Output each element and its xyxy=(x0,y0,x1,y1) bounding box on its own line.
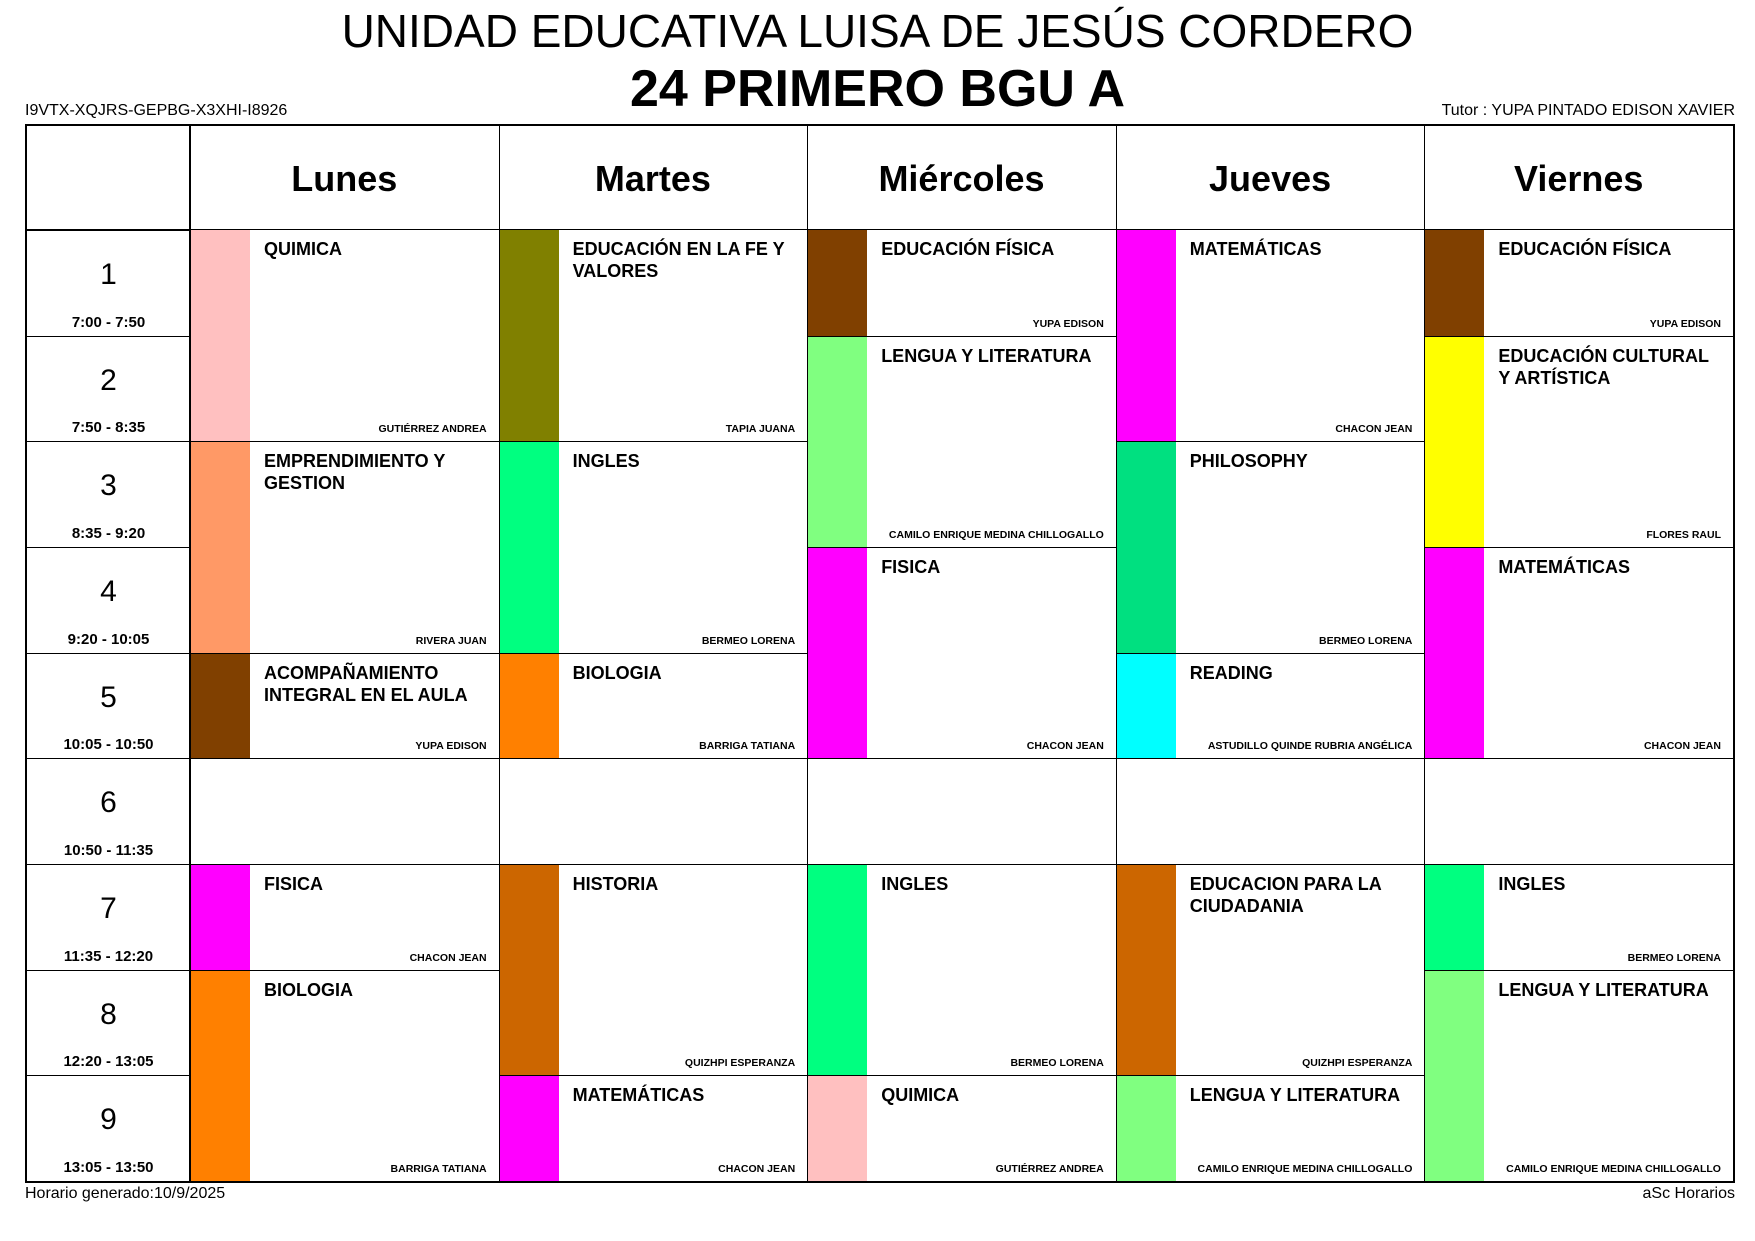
teacher-name: RIVERA JUAN xyxy=(415,634,487,647)
lesson-block[interactable] xyxy=(1424,970,1733,1181)
day-column-divider xyxy=(807,126,808,1181)
period-label xyxy=(27,864,190,970)
teacher-name: BERMEO LORENA xyxy=(1627,951,1721,964)
teacher-name: CHACON JEAN xyxy=(1026,740,1104,753)
teacher-name: GUTIÉRREZ ANDREA xyxy=(378,423,487,436)
subject-color-swatch xyxy=(807,548,867,758)
class-title: 24 PRIMERO BGU A xyxy=(629,60,1126,118)
teacher-name: CAMILO ENRIQUE MEDINA CHILLOGALLO xyxy=(1197,1162,1413,1175)
teacher-name: CHACON JEAN xyxy=(718,1162,796,1175)
subject-color-swatch xyxy=(807,1076,867,1181)
period-label xyxy=(27,336,190,442)
subject-color-swatch xyxy=(1424,548,1484,758)
subject-color-swatch xyxy=(807,337,867,547)
period-label xyxy=(27,1075,190,1181)
teacher-name: BARRIGA TATIANA xyxy=(390,1162,487,1175)
subject-name: EDUCACIÓN EN LA FE Y VALORES xyxy=(572,239,785,281)
label-column-divider xyxy=(189,126,191,1181)
subject-name: EDUCACIÓN CULTURAL Y ARTÍSTICA xyxy=(1498,345,1709,388)
subject-color-swatch xyxy=(807,230,867,336)
teacher-name: QUIZHPI ESPERANZA xyxy=(684,1057,796,1070)
subject-color-swatch xyxy=(499,230,559,441)
subject-color-swatch xyxy=(190,971,250,1181)
teacher-name: QUIZHPI ESPERANZA xyxy=(1302,1057,1413,1070)
row-divider xyxy=(27,758,1733,759)
subject-name: FISICA xyxy=(264,874,324,894)
lesson-block[interactable] xyxy=(190,230,499,441)
teacher-name: BERMEO LORENA xyxy=(1010,1057,1104,1070)
subject-name: LENGUA Y LITERATURA xyxy=(881,345,1092,366)
lesson-block[interactable] xyxy=(1116,230,1425,441)
lesson-block[interactable] xyxy=(190,653,499,759)
subject-color-swatch xyxy=(1116,230,1176,441)
period-time: 7:50 - 8:35 xyxy=(71,419,146,437)
period-number: 5 xyxy=(100,680,117,714)
subject-color-swatch xyxy=(499,654,559,759)
period-time: 10:50 - 11:35 xyxy=(63,841,154,859)
period-time: 8:35 - 9:20 xyxy=(71,524,146,542)
period-label xyxy=(27,970,190,1076)
period-time: 11:35 - 12:20 xyxy=(63,947,154,965)
teacher-name: TAPIA JUANA xyxy=(725,423,796,436)
teacher-name: YUPA EDISON xyxy=(1649,317,1721,330)
teacher-name: CHACON JEAN xyxy=(409,951,487,964)
lesson-block[interactable] xyxy=(807,336,1116,547)
generated-date: Horario generado:10/9/2025 xyxy=(25,1185,226,1202)
subject-color-swatch xyxy=(499,865,559,1075)
lesson-block[interactable] xyxy=(1424,230,1733,336)
teacher-name: ASTUDILLO QUINDE RUBRIA ANGÉLICA xyxy=(1207,740,1413,753)
period-time: 7:00 - 7:50 xyxy=(71,313,146,331)
subject-color-swatch xyxy=(1424,337,1484,547)
tutor-label: Tutor : YUPA PINTADO EDISON XAVIER xyxy=(1441,102,1735,119)
day-header-2: Miércoles xyxy=(878,158,1045,199)
teacher-name: BERMEO LORENA xyxy=(701,634,796,647)
lesson-block[interactable] xyxy=(1424,547,1733,758)
subject-color-swatch xyxy=(1424,230,1484,336)
subject-name: EDUCACIÓN FÍSICA xyxy=(881,239,1055,259)
lesson-block[interactable] xyxy=(1424,336,1733,547)
teacher-name: YUPA EDISON xyxy=(1032,317,1104,330)
period-label xyxy=(27,230,190,336)
lesson-block[interactable] xyxy=(1116,864,1425,1075)
teacher-name: BERMEO LORENA xyxy=(1319,634,1413,647)
subject-color-swatch xyxy=(1116,654,1176,759)
period-label xyxy=(27,758,190,864)
day-header-1: Martes xyxy=(594,158,711,199)
period-number: 6 xyxy=(100,786,117,820)
lesson-block[interactable] xyxy=(807,1075,1116,1181)
subject-name: QUIMICA xyxy=(264,239,342,259)
subject-name: LENGUA Y LITERATURA xyxy=(1189,1085,1401,1106)
generator-brand: aSc Horarios xyxy=(1642,1185,1735,1202)
subject-name: MATEMÁTICAS xyxy=(572,1085,705,1106)
subject-color-swatch xyxy=(190,865,250,970)
subject-name: MATEMÁTICAS xyxy=(1189,239,1322,259)
lesson-block[interactable] xyxy=(1424,864,1733,970)
period-time: 13:05 - 13:50 xyxy=(63,1158,154,1176)
teacher-name: CHACON JEAN xyxy=(1643,740,1721,753)
teacher-name: FLORES RAUL xyxy=(1646,528,1721,541)
day-header-3: Jueves xyxy=(1209,158,1332,199)
subject-name: FISICA xyxy=(881,557,941,577)
lesson-block[interactable] xyxy=(807,864,1116,1075)
schedule-code: I9VTX-XQJRS-GEPBG-X3XHI-I8926 xyxy=(25,102,288,119)
lesson-block[interactable] xyxy=(807,230,1116,336)
subject-name: HISTORIA xyxy=(572,874,659,894)
subject-name: LENGUA Y LITERATURA xyxy=(1498,979,1709,1000)
period-number: 3 xyxy=(100,469,117,503)
lesson-block[interactable] xyxy=(807,547,1116,758)
subject-color-swatch xyxy=(1116,1076,1176,1181)
subject-name: EDUCACIÓN FÍSICA xyxy=(1498,239,1672,259)
day-column-divider xyxy=(1116,126,1117,1181)
subject-color-swatch xyxy=(1424,865,1484,970)
subject-name: BIOLOGIA xyxy=(264,979,353,1000)
period-time: 10:05 - 10:50 xyxy=(63,736,154,754)
lesson-block[interactable] xyxy=(1116,441,1425,652)
subject-color-swatch xyxy=(190,654,250,759)
day-column-divider xyxy=(499,126,500,1181)
subject-color-swatch xyxy=(1116,442,1176,652)
school-name: UNIDAD EDUCATIVA LUISA DE JESÚS CORDERO xyxy=(341,5,1414,57)
subject-name: PHILOSOPHY xyxy=(1189,451,1308,472)
period-number: 4 xyxy=(100,575,117,608)
subject-name: EMPRENDIMIENTO Y GESTION xyxy=(264,451,446,494)
period-number: 7 xyxy=(100,892,117,925)
subject-name: INGLES xyxy=(881,874,949,894)
subject-name: INGLES xyxy=(572,451,640,472)
lesson-block[interactable] xyxy=(499,864,808,1075)
teacher-name: GUTIÉRREZ ANDREA xyxy=(995,1162,1104,1175)
period-time: 9:20 - 10:05 xyxy=(67,630,150,648)
lesson-block[interactable] xyxy=(1116,1075,1425,1181)
lesson-block[interactable] xyxy=(190,970,499,1181)
subject-color-swatch xyxy=(1424,971,1484,1181)
subject-name: READING xyxy=(1189,662,1273,683)
subject-name: ACOMPAÑAMIENTO INTEGRAL EN EL AULA xyxy=(264,662,468,705)
period-number: 9 xyxy=(100,1103,117,1137)
teacher-name: YUPA EDISON xyxy=(415,740,487,753)
lesson-block[interactable] xyxy=(190,441,499,652)
timetable-grid xyxy=(25,124,1735,1183)
subject-name: EDUCACION PARA LA CIUDADANIA xyxy=(1189,874,1382,916)
subject-color-swatch xyxy=(190,442,250,652)
period-label xyxy=(27,653,190,759)
period-label xyxy=(27,441,190,547)
subject-name: MATEMÁTICAS xyxy=(1498,557,1631,577)
teacher-name: CAMILO ENRIQUE MEDINA CHILLOGALLO xyxy=(888,528,1104,541)
day-column-divider xyxy=(1424,126,1425,1181)
period-number: 2 xyxy=(100,363,117,397)
subject-color-swatch xyxy=(190,230,250,441)
period-time: 12:20 - 13:05 xyxy=(63,1053,154,1071)
subject-name: BIOLOGIA xyxy=(572,662,662,683)
period-number: 1 xyxy=(100,258,117,291)
lesson-block[interactable] xyxy=(499,230,808,441)
teacher-name: CHACON JEAN xyxy=(1335,423,1413,436)
teacher-name: BARRIGA TATIANA xyxy=(699,740,796,753)
period-label xyxy=(27,547,190,653)
subject-color-swatch xyxy=(807,865,867,1075)
subject-name: INGLES xyxy=(1498,874,1566,894)
day-header-0: Lunes xyxy=(291,158,398,199)
subject-color-swatch xyxy=(1116,865,1176,1075)
lesson-block[interactable] xyxy=(1116,653,1425,759)
lesson-block[interactable] xyxy=(499,1075,808,1181)
lesson-block[interactable] xyxy=(499,653,808,759)
subject-color-swatch xyxy=(499,442,559,652)
period-number: 8 xyxy=(100,997,117,1031)
teacher-name: CAMILO ENRIQUE MEDINA CHILLOGALLO xyxy=(1506,1162,1721,1175)
lesson-block[interactable] xyxy=(499,441,808,652)
subject-name: QUIMICA xyxy=(881,1085,960,1106)
lesson-block[interactable] xyxy=(190,864,499,970)
subject-color-swatch xyxy=(499,1076,559,1181)
day-header-4: Viernes xyxy=(1513,158,1644,199)
